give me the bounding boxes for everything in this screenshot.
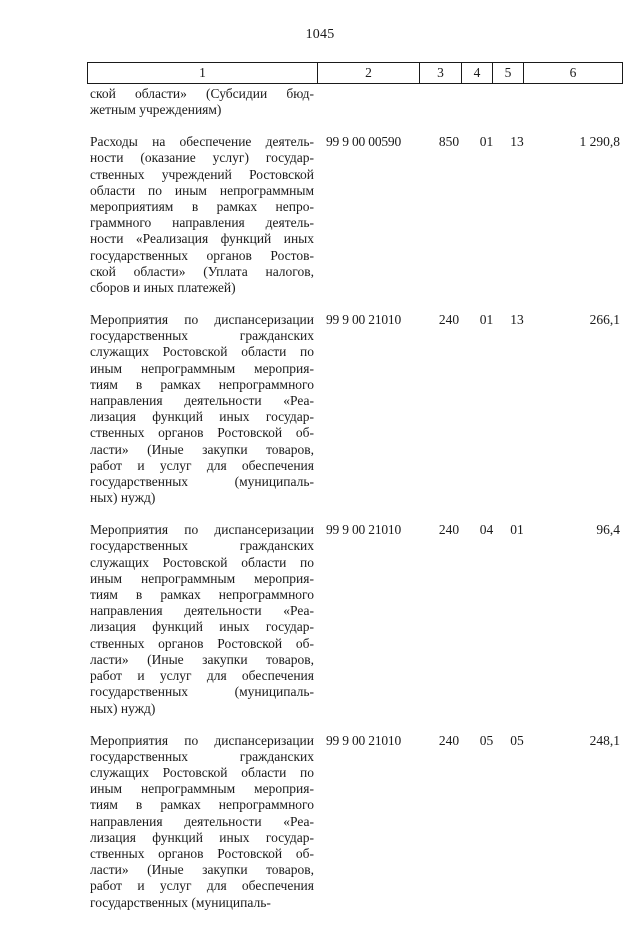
table-row xyxy=(87,733,622,911)
description-line: ственных органов Ростовской об- xyxy=(90,635,314,651)
description-line: лизация функций иных государ- xyxy=(90,619,314,635)
description-line: государственных гражданских xyxy=(90,538,314,554)
column-header-row xyxy=(88,63,623,84)
description-line: служащих Ростовской области по xyxy=(90,554,314,570)
row-code: 99 9 00 21010 xyxy=(326,312,402,328)
column-header-3: 3 xyxy=(420,63,462,84)
description-line: служащих Ростовской области по xyxy=(90,344,314,360)
description-line: государственных (муниципаль- xyxy=(90,894,271,910)
description-line: государственных гражданских xyxy=(90,748,314,764)
row-section: 01 xyxy=(479,312,494,328)
table-row xyxy=(87,312,622,506)
description-line: граммного направления деятель- xyxy=(90,215,314,231)
description-line: направления деятельности «Реа- xyxy=(90,393,314,409)
description-line: работ и услуг для обеспечения xyxy=(90,457,314,473)
description-line: тиям в рамках непрограммного xyxy=(90,797,314,813)
row-expense-type: 850 xyxy=(438,134,460,150)
description-line: иным непрограммным мероприя- xyxy=(90,570,314,586)
row-section: 04 xyxy=(479,522,494,538)
description-line: Мероприятия по диспансеризации xyxy=(90,312,314,328)
row-description xyxy=(87,312,314,506)
row-expense-type: 240 xyxy=(438,732,460,748)
row-description xyxy=(87,134,314,296)
description-line: ласти» (Иные закупки товаров, xyxy=(90,441,314,457)
description-line: работ и услуг для обеспечения xyxy=(90,668,314,684)
description-line: государственных гражданских xyxy=(90,328,314,344)
description-line: Мероприятия по диспансеризации xyxy=(90,522,314,538)
column-header-1: 1 xyxy=(88,63,318,84)
column-header-table xyxy=(87,62,623,84)
table-row xyxy=(87,86,622,118)
description-line: государственных (муниципаль- xyxy=(90,474,314,490)
description-line: ных) нужд) xyxy=(90,700,156,716)
description-line: жетным учреждениям) xyxy=(90,102,222,118)
description-line: ственных органов Ростовской об- xyxy=(90,845,314,861)
row-code: 99 9 00 00590 xyxy=(326,134,402,150)
description-line: Мероприятия по диспансеризации xyxy=(90,732,314,748)
description-line: мероприятиям в рамках непро- xyxy=(90,199,314,215)
description-line: государственных органов Ростов- xyxy=(90,247,314,263)
row-description xyxy=(87,733,314,911)
description-line: лизация функций иных государ- xyxy=(90,829,314,845)
row-amount: 248,1 xyxy=(589,732,620,748)
table-row xyxy=(87,134,622,296)
row-section: 05 xyxy=(479,732,494,748)
description-line: направления деятельности «Реа- xyxy=(90,813,314,829)
row-code: 99 9 00 21010 xyxy=(326,522,402,538)
description-line: служащих Ростовской области по xyxy=(90,764,314,780)
column-header-5: 5 xyxy=(493,63,524,84)
row-subsection: 05 xyxy=(510,732,524,748)
description-line: Расходы на обеспечение деятель- xyxy=(90,134,314,150)
row-amount: 96,4 xyxy=(596,522,620,538)
row-expense-type: 240 xyxy=(438,522,460,538)
description-line: ности (оказание услуг) государ- xyxy=(90,150,314,166)
row-section: 01 xyxy=(479,134,494,150)
description-line: ской области» (Субсидии бюд- xyxy=(90,86,314,101)
description-line: лизация функций иных государ- xyxy=(90,409,314,425)
page-number: 1045 xyxy=(305,27,335,42)
description-line: государственных (муниципаль- xyxy=(90,684,314,700)
description-line: ласти» (Иные закупки товаров, xyxy=(90,862,314,878)
description-line: ных) нужд) xyxy=(90,490,156,506)
row-amount: 266,1 xyxy=(589,312,620,328)
row-amount: 1 290,8 xyxy=(579,134,620,150)
description-line: ственных учреждений Ростовской xyxy=(90,166,314,182)
row-subsection: 13 xyxy=(510,312,524,328)
description-line: направления деятельности «Реа- xyxy=(90,603,314,619)
column-header-2: 2 xyxy=(318,63,420,84)
description-line: ственных органов Ростовской об- xyxy=(90,425,314,441)
row-code: 99 9 00 21010 xyxy=(326,732,402,748)
description-line: иным непрограммным мероприя- xyxy=(90,360,314,376)
row-description xyxy=(87,86,314,118)
column-header-6: 6 xyxy=(524,63,623,84)
description-line: ласти» (Иные закупки товаров, xyxy=(90,651,314,667)
description-line: тиям в рамках непрограммного xyxy=(90,376,314,392)
description-line: работ и услуг для обеспечения xyxy=(90,878,314,894)
description-line: иным непрограммным мероприя- xyxy=(90,781,314,797)
description-line: тиям в рамках непрограммного xyxy=(90,587,314,603)
row-expense-type: 240 xyxy=(438,312,460,328)
row-subsection: 01 xyxy=(510,522,524,538)
column-header-4: 4 xyxy=(462,63,493,84)
budget-table-body xyxy=(87,86,622,927)
description-line: области по иным непрограммным xyxy=(90,182,314,198)
row-subsection: 13 xyxy=(510,134,524,150)
description-line: ской области» (Уплата налогов, xyxy=(90,263,314,279)
table-row xyxy=(87,522,622,716)
row-description xyxy=(87,522,314,716)
description-line: сборов и иных платежей) xyxy=(90,280,236,296)
description-line: ности «Реализация функций иных xyxy=(90,231,314,247)
